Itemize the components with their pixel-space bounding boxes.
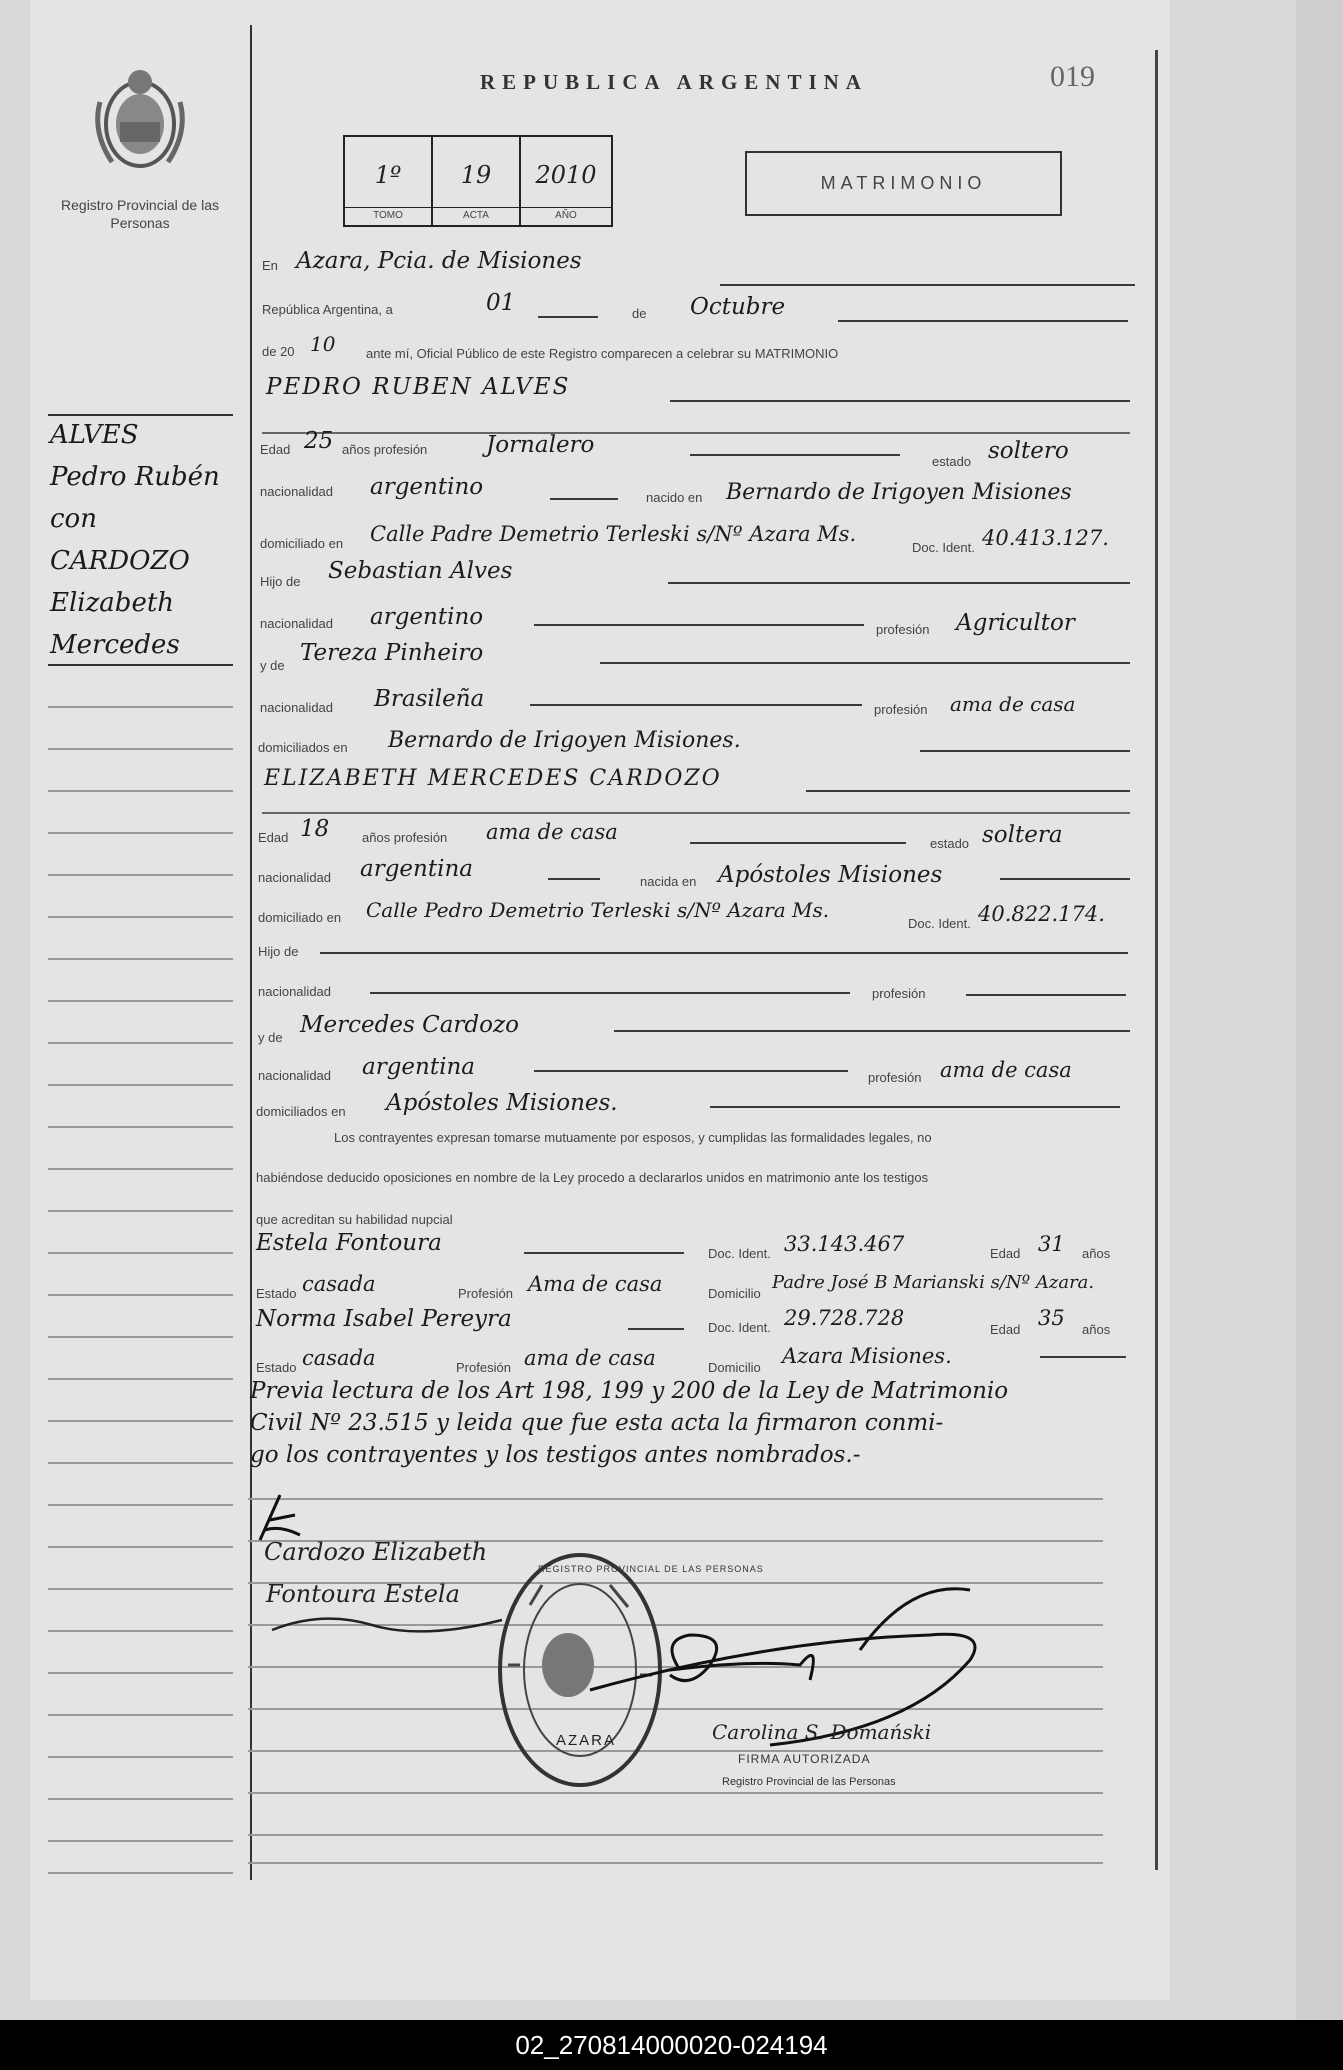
nacido-label: nacido en [646,490,703,505]
y-de-label: y de [258,1030,283,1045]
fill-line [320,952,1128,954]
groom-father-profession: Agricultor [956,610,1075,636]
fill-line [534,624,864,626]
margin-line [48,1210,233,1212]
margin-line [48,1630,233,1632]
margin-line [48,1840,233,1842]
en-label: En [262,258,278,273]
witness-signature: Fontoura Estela [266,1580,460,1608]
sidebar-name-bride: Elizabeth [50,588,175,618]
margin-line [48,916,233,918]
y-de-label: y de [260,658,285,673]
profesion-label: profesión [872,986,926,1001]
folio-number: 019 [1050,60,1095,93]
fill-line [806,790,1130,792]
intro-text: ante mí, Oficial Público de este Registro comparecen a celebrar su MATRIMONIO [366,346,839,361]
acta-label: ACTA [433,207,519,221]
ruled-line [248,1498,1103,1500]
sidebar-connector: con [50,504,97,534]
closing-line-1: Previa lectura de los Art 198, 199 y 200 de la Ley de Matrimonio [250,1378,1009,1404]
witness1-address: Padre José B Marianski s/Nº Azara. [772,1272,1095,1293]
bride-mother-profession: ama de casa [940,1058,1072,1082]
groom-address: Calle Padre Demetrio Terleski s/Nº Azara Ms. [370,522,857,546]
estado-label: Estado [256,1360,297,1375]
month-value: Octubre [690,294,786,320]
bride-age: 18 [300,816,330,842]
groom-profession: Jornalero [486,432,595,458]
closing-line-3: go los contrayentes y los testigos antes nombrados.- [250,1442,861,1468]
bride-name: ELIZABETH MERCEDES CARDOZO [264,766,722,791]
legal-text-2: habiéndose deducido oposiciones en nombre de la Ley procedo a declararlos unidos en matrimonio ante los testigos [256,1170,929,1185]
fill-line [710,1106,1120,1108]
witness2-name: Norma Isabel Pereyra [256,1306,512,1332]
legal-text-3: que acreditan su habilidad nupcial [256,1212,453,1227]
margin-line [48,832,233,834]
fill-line [548,878,600,880]
year-digits: 10 [310,332,336,356]
edad-label: Edad [990,1322,1021,1337]
bride-mother: Mercedes Cardozo [300,1012,519,1038]
edad-label: Edad [258,830,289,845]
margin-line [48,1420,233,1422]
ruled-line [248,1750,1103,1752]
margin-line [48,1294,233,1296]
tomo-value: 1º [374,161,402,189]
groom-mother-nationality: Brasileña [374,686,485,712]
bride-mother-nationality: argentina [362,1054,475,1080]
record-type-box: MATRIMONIO [745,151,1062,216]
margin-line [48,664,233,666]
bride-nationality: argentina [360,856,473,882]
right-border [1155,50,1158,1870]
acta-value: 19 [460,161,492,189]
edad-label: Edad [990,1246,1021,1261]
tomo-label: TOMO [345,207,431,221]
acta-cell [433,137,521,225]
edad-label: Edad [260,442,291,457]
margin-line [48,1462,233,1464]
bride-profession: ama de casa [486,820,618,844]
doc-label: Doc. Ident. [912,540,975,555]
fill-line [838,320,1128,322]
bride-signature: Cardozo Elizabeth [264,1538,488,1566]
domicilio-label: Domicilio [708,1286,761,1301]
anos-label: años [1082,1322,1111,1337]
margin-line [48,1588,233,1590]
witness1-age: 31 [1038,1232,1065,1256]
fill-line [1000,878,1130,880]
profesion-label: profesión [868,1070,922,1085]
fill-line [614,1030,1130,1032]
bride-doc: 40.822.174. [978,902,1105,926]
margin-line [48,1000,233,1002]
republica-label: República Argentina, a [262,302,393,317]
margin-line [48,1672,233,1674]
margin-line [48,874,233,876]
fill-line [524,1252,684,1254]
doc-label: Doc. Ident. [908,916,971,931]
groom-birthplace: Bernardo de Irigoyen Misiones [726,480,1072,505]
ruled-line [262,432,1130,434]
fill-line [668,582,1130,584]
profesion-label: profesión [876,622,930,637]
place-value: Azara, Pcia. de Misiones [296,248,582,274]
margin-line [48,1714,233,1716]
day-value: 01 [486,290,516,316]
profesion-label: años profesión [342,442,428,457]
nacionalidad-label: nacionalidad [258,984,332,999]
profesion-label: Profesión [456,1360,511,1375]
year-prefix: de 20 [262,344,295,359]
domiciliados-label: domiciliados en [256,1104,346,1119]
nacionalidad-label: nacionalidad [258,870,332,885]
witness2-age: 35 [1038,1306,1065,1330]
fill-line [690,842,906,844]
ruled-line [248,1792,1103,1794]
doc-label: Doc. Ident. [708,1246,771,1261]
witness1-doc: 33.143.467 [784,1232,905,1256]
domicilio-label: Domicilio [708,1360,761,1375]
domicilio-label: domiciliado en [258,910,342,925]
fill-line [530,704,862,706]
margin-line [48,1336,233,1338]
margin-line [48,1042,233,1044]
fill-line [534,1070,848,1072]
margin-line [48,1798,233,1800]
margin-line [48,1756,233,1758]
groom-mother-profession: ama de casa [950,692,1076,716]
nacionalidad-label: nacionalidad [258,1068,332,1083]
groom-father-nationality: argentino [370,604,484,630]
profesion-label: años profesión [362,830,448,845]
sidebar-surname-groom: ALVES [50,420,139,450]
bride-birthplace: Apóstoles Misiones [718,862,943,888]
fill-line [600,662,1130,664]
witness1-status: casada [302,1272,376,1296]
estado-label: estado [932,454,972,469]
estado-label: Estado [256,1286,297,1301]
margin-line [48,1126,233,1128]
margin-line [48,1872,233,1874]
witness2-address: Azara Misiones. [782,1344,952,1368]
margin-line [48,1546,233,1548]
margin-line [48,790,233,792]
de-label: de [632,306,647,321]
margin-line [48,1378,233,1380]
margin-rule [250,25,252,1880]
margin-line [48,748,233,750]
fill-line [966,994,1126,996]
groom-parents-address: Bernardo de Irigoyen Misiones. [388,728,741,753]
domiciliados-label: domiciliados en [258,740,348,755]
official-title: FIRMA AUTORIZADA [738,1752,871,1766]
witness1-name: Estela Fontoura [256,1230,442,1256]
fill-line [670,400,1130,402]
anio-value: 2010 [535,161,597,189]
margin-line [48,1252,233,1254]
sidebar-surname-bride: CARDOZO [50,546,190,576]
ruled-line [248,1862,1103,1864]
nacionalidad-label: nacionalidad [260,700,334,715]
closing-line-2: Civil Nº 23.515 y leida que fue esta acta la firmaron conmi- [250,1410,944,1436]
hijo-de-label: Hijo de [260,574,301,589]
margin-line [48,1084,233,1086]
groom-father: Sebastian Alves [328,558,513,584]
bride-address: Calle Pedro Demetrio Terleski s/Nº Azara Ms. [366,898,830,922]
witness2-profession: ama de casa [524,1346,656,1370]
official-name: Carolina S. Domański [712,1720,932,1744]
fill-line [538,316,598,318]
profesion-label: Profesión [458,1286,513,1301]
sidebar-name-groom: Pedro Rubén [50,462,220,492]
anio-cell [521,137,611,225]
nacida-label: nacida en [640,874,697,889]
profesion-label: profesión [874,702,928,717]
fill-line [720,284,1135,286]
estado-label: estado [930,836,970,851]
official-registry: Registro Provincial de las Personas [722,1776,896,1788]
groom-name: PEDRO RUBEN ALVES [266,374,571,400]
scan-edge [1296,0,1343,2020]
fill-line [920,750,1130,752]
act-number-box [343,135,613,227]
fill-line [628,1328,684,1330]
legal-text-1: Los contrayentes expresan tomarse mutuamente por esposos, y cumplidas las formalidades legales, no [334,1130,932,1145]
fill-line [1040,1356,1126,1358]
margin-line [48,706,233,708]
groom-mother: Tereza Pinheiro [300,640,484,666]
margin-line [48,414,233,416]
witness1-profession: Ama de casa [528,1272,663,1296]
margin-line [48,958,233,960]
groom-age: 25 [304,428,334,454]
groom-nationality: argentino [370,474,484,500]
margin-line [48,1168,233,1170]
anio-label: AÑO [521,207,611,221]
fill-line [370,992,850,994]
fill-line [690,454,900,456]
nacionalidad-label: nacionalidad [260,616,334,631]
witness2-signature-icon [262,1600,522,1650]
anos-label: años [1082,1246,1111,1261]
scan-footer-code: 02_270814000020-024194 [0,2020,1343,2070]
bride-status: soltera [982,822,1063,848]
seal-text: REGISTRO PROVINCIAL DE LAS PERSONAS [538,1564,764,1574]
tomo-cell [345,137,433,225]
registry-name: Registro Provincial de las Personas [61,197,219,231]
groom-doc: 40.413.127. [982,526,1109,550]
groom-status: soltero [988,438,1069,464]
hijo-de-label: Hijo de [258,944,299,959]
witness2-doc: 29.728.728 [784,1306,905,1330]
country-header: REPUBLICA ARGENTINA [480,70,868,94]
domicilio-label: domiciliado en [260,536,344,551]
coat-of-arms-icon [92,62,188,177]
sidebar-second-name-bride: Mercedes [50,630,180,660]
seal-place: AZARA [556,1732,617,1749]
margin-line [48,1504,233,1506]
nacionalidad-label: nacionalidad [260,484,334,499]
ruled-line [262,812,1130,814]
witness2-status: casada [302,1346,376,1370]
bride-parents-address: Apóstoles Misiones. [386,1090,618,1116]
fill-line [550,498,618,500]
doc-label: Doc. Ident. [708,1320,771,1335]
ruled-line [248,1834,1103,1836]
